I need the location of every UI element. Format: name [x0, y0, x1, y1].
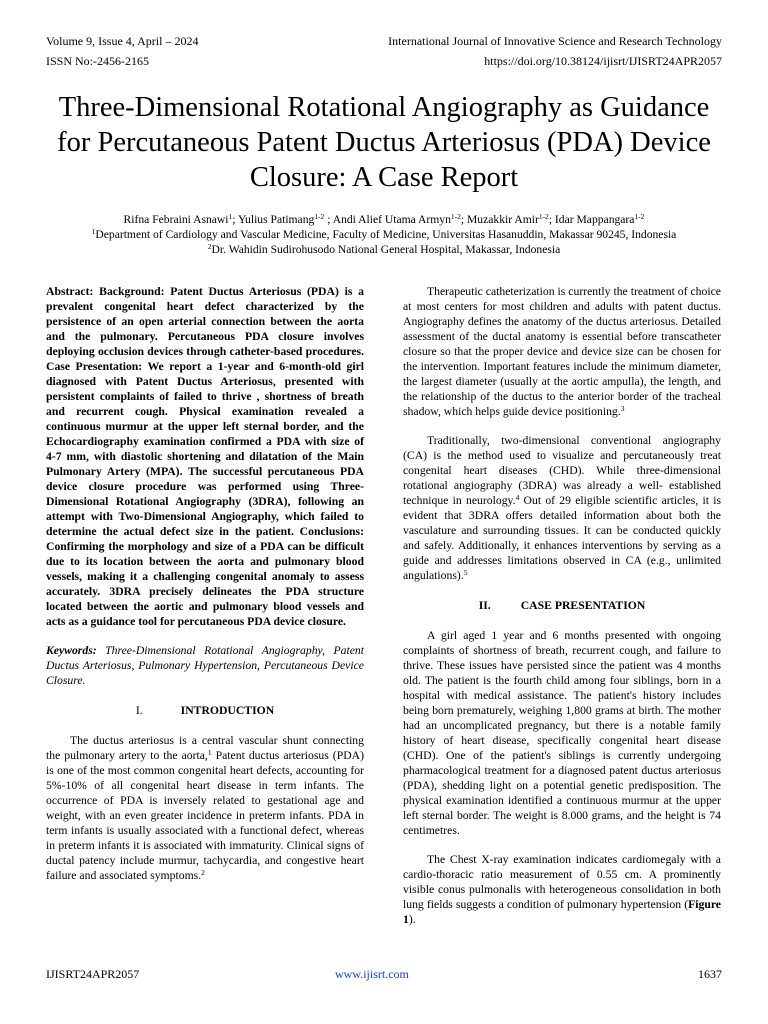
volume-info: Volume 9, Issue 4, April – 2024 — [46, 34, 199, 48]
affiliation-2: $^2$Dr. Wahidin Sudirohusodo National General Hospital, Makassar, Indonesia — [207, 242, 561, 256]
paper-title: Three-Dimensional Rotational Angiography as Guidance for Percutaneous Patent Ductus Arteriosus (PDA) Device Closure: A Case Report — [57, 92, 711, 193]
section-heading-introduction: I. INTRODUCTION — [135, 704, 275, 717]
author-list: Rifna Febraini Asnawi$^1$; Yulius Patimang$^{1-2}$ ; Andi Alief Utama Armyn$^{1-2}$; Muzakkir Amir$^{1-2}$; Idar Mappangara$^{1-2}$ — [123, 212, 645, 226]
doi-link[interactable]: https://doi.org/10.38124/ijisrt/IJISRT24APR2057 — [484, 54, 722, 68]
paragraph-introduction: The ductus arteriosus is a central vascular shunt connecting the pulmonary artery to the aorta,$^1$ Patent ductus arteriosus (PDA) is one of the most common congenital heart defects, accounting for 5%-10% of all congenital heart disease in term infants. The occurrence of PDA is inversely related to gestational age and weight, with an even greater incidence in preterm infants. PDA in term infants is usually associated with a functional defect, whereas in preterm infants it is associated with immaturity. Clinical signs of ductal patency include murmur, tachycardia, and congestive heart failure and associated symptoms.$^2$ — [46, 734, 364, 882]
article-id: IJISRT24APR2057 — [46, 967, 140, 981]
keywords: Keywords: Three-Dimensional Rotational Angiography, Patent Ductus Arteriosus, Pulmonary Hypertension, Percutaneous Device Closure. — [46, 644, 364, 687]
website-link[interactable]: www.ijisrt.com — [335, 967, 409, 981]
left-column — [46, 284, 364, 883]
abstract: Abstract: Background: Patent Ductus Arteriosus (PDA) is a prevalent congenital heart defect characterized by the persistence of an open arterial connection between the aorta and the pulmonary. Percutaneous PDA closure involves deploying occlusion devices through catheter-based procedures. Case Presentation: We report a 1-year and 6-month-old girl diagnosed with Patent Ductus Arteriosus, presented with persistent complaints of failed to thrive , shortness of breath and recurrent cough. Physical examination revealed a continuous murmur at the upper left sternal border, and the Echocardiography examination confirmed a PDA with size of 4-7 mm, with diastolic shortening and dilatation of the Main Pulmonary Artery (MPA). The successful percutaneous PDA device closure procedure was performed using Three-Dimensional Rotational Angiography (3DRA), following an attempt with Two-Dimensional Angiography, which failed to determine the actual defect size in the patient. Conclusions: Confirming the morphology and size of a PDA can be difficult due to its location between the aorta and pulmonary blood vessels, making it a challenging congenital anomaly to assess accurately. 3DRA precisely delineates the PDA structure located between the aortic and pulmonary blood vessels and acts as a guidance tool for percutaneous PDA device closure. — [46, 285, 364, 628]
figure-reference: Figure 1 — [403, 898, 721, 926]
paragraph-traditional: Traditionally, two-dimensional conventional angiography (CA) is the method used to visualize and percutaneously treat congenital heart diseases (CHD). While three-dimensional rotational angiography (3DRA) was already a well- established technique in neurology.$^4$ Out of 29 eligible scientific articles, it is evident that 3DRA offers detailed information about both the vasculature and surrounding tissues. It can be conducted quickly and safely. Additionally, it enhances interventions by serving as a guide and addresses limitations observed in CA (e.g., unlimited angulations).$^5$ — [403, 434, 722, 582]
page-number: 1637 — [698, 967, 722, 981]
paragraph-therapeutic: Therapeutic catheterization is currently the treatment of choice at most centers for most children and adults with patent ductus. Angiography defines the anatomy of the ductus arteriosus. Detailed assessment of the ductal anatomy is essential before transcatheter closure so that the proper device and device size can be chosen for the intervention. Important features include the minimum diameter, the largest diameter (usually at the aortic ampulla), the length, and the relationship of the ductus to the anterior border of the tracheal shadow, which helps guide device positioning.$^3$ — [403, 285, 721, 418]
author-block — [0, 212, 768, 257]
affiliation-1: $^1$Department of Cardiology and Vascular Medicine, Faculty of Medicine, Universitas Hasanuddin, Makassar 90245, Indonesia — [91, 227, 677, 241]
journal-name: International Journal of Innovative Science and Research Technology — [388, 34, 722, 48]
right-column — [403, 284, 721, 927]
paragraph-case: A girl aged 1 year and 6 months presented with ongoing complaints of shortness of breath, recurrent cough, and failure to thrive. These issues have persisted since the patient was 4 months old. The patient is the fourth child among four siblings, born in a hospital with medical assistance. The patient's history includes being born prematurely, weighing 1,800 grams at birth. The mother had an uncomplicated pregnancy, but there is a notable family history of heart disease, specifically congenital heart disease (CHD). One of the patient's siblings is currently undergoing pharmacological treatment for a diagnosed patent ductus arteriosus (PDA), shedding light on a potential genetic predisposition. The physical examination identified a continuous murmur at the upper left sternal border. The weight is 8.000 grams, and the height is 74 centimetres. — [403, 629, 721, 837]
section-heading-case: II. CASE PRESENTATION — [478, 599, 646, 612]
issn: ISSN No:-2456-2165 — [46, 54, 150, 68]
paragraph-xray: The Chest X-ray examination indicates cardiomegaly with a cardio-thoracic ratio measurement of 0.55 cm. A prominently visible conus pulmonalis with heterogeneous consolidation in both lung fields suggests a condition of pulmonary hypertension (Figure 1). — [403, 853, 721, 926]
